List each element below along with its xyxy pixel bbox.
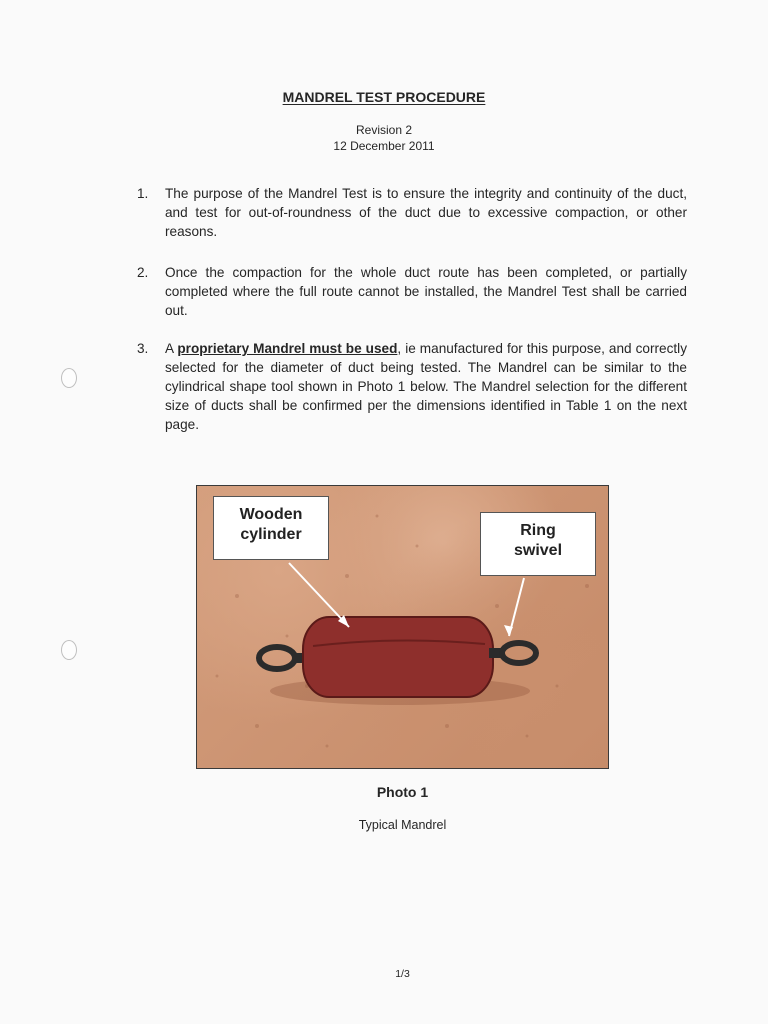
item-number: 2. xyxy=(137,265,149,280)
photo-caption-subtitle: Typical Mandrel xyxy=(358,818,447,832)
revision-date: 12 December 2011 xyxy=(333,139,435,153)
mandrel-photo xyxy=(196,485,609,769)
item-text-lead: A xyxy=(165,341,174,356)
callout-line: Wooden xyxy=(239,506,303,523)
list-item xyxy=(137,184,687,241)
callout-line: Ring xyxy=(520,522,556,539)
callout-ring-swivel xyxy=(480,512,596,576)
item-text-rest: , ie manufactured for this purpose, and correctly selected for the diameter of duct being tested. The Mandrel can be similar to the cylindrical shape tool shown in Photo 1 below. The Mandrel selection for the different size of ducts shall be confirmed per the dimensions identified in Table 1 on the next page. xyxy=(165,341,687,432)
wood-arrow xyxy=(289,563,349,627)
item-text: The purpose of the Mandrel Test is to ensure the integrity and continuity of the duct, and test for out-of-roundness of the duct due to excessive compaction, or other reasons. xyxy=(165,186,687,239)
left-ring-icon xyxy=(259,647,295,669)
item-text xyxy=(165,339,687,434)
punch-hole xyxy=(61,640,77,660)
photo-caption-title: Photo 1 xyxy=(376,784,429,800)
punch-hole xyxy=(61,368,77,388)
item-text-emphasis: proprietary Mandrel must be used xyxy=(177,341,398,356)
callout-wooden-cylinder xyxy=(213,496,329,560)
revision-number: Revision 2 xyxy=(355,123,413,137)
page-number: 1/3 xyxy=(395,968,410,980)
ring-swivel-icon xyxy=(502,643,536,663)
list-item xyxy=(137,339,687,434)
wooden-cylinder xyxy=(303,617,493,697)
item-number: 1. xyxy=(137,186,149,201)
callout-line: swivel xyxy=(513,542,563,559)
document-title: MANDREL TEST PROCEDURE xyxy=(282,89,486,105)
list-item xyxy=(137,263,687,320)
callout-line: cylinder xyxy=(240,526,302,543)
revision-info xyxy=(0,122,768,154)
item-text: Once the compaction for the whole duct route has been completed, or partially completed where the full route cannot be installed, the Mandrel Test shall be carried out. xyxy=(165,265,687,318)
item-number: 3. xyxy=(137,341,149,356)
